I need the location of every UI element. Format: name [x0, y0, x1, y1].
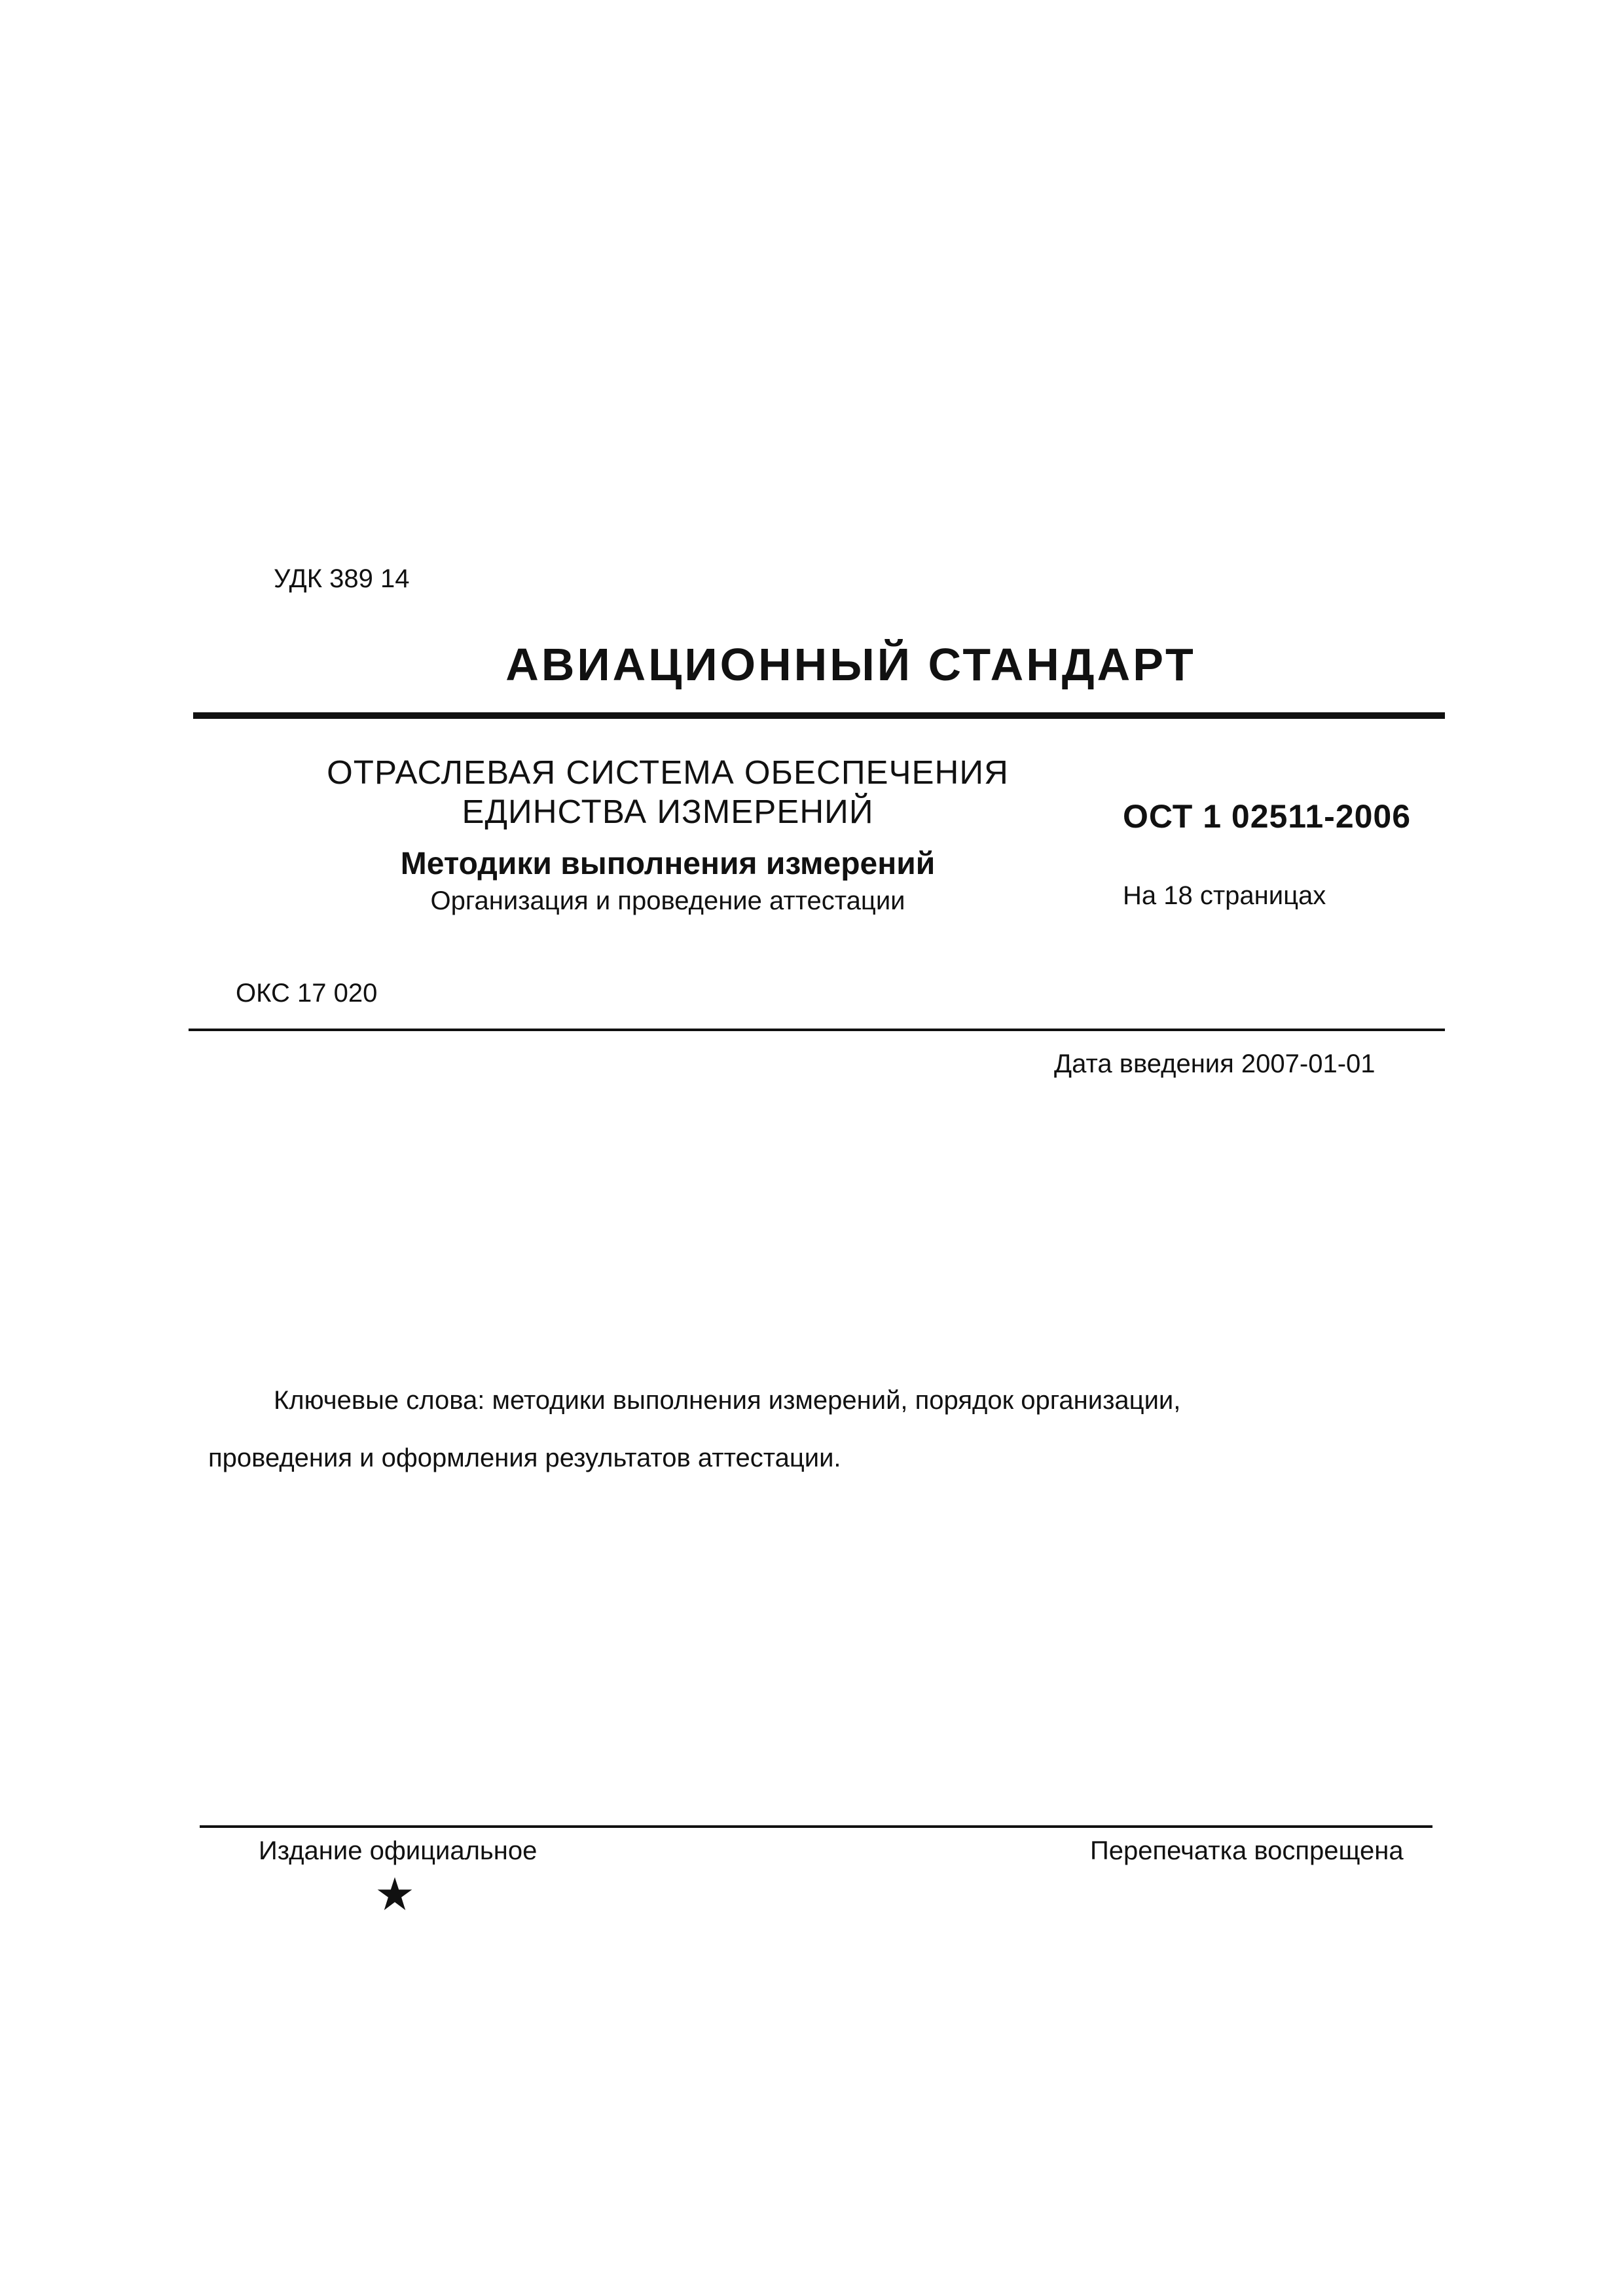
introduction-date: Дата введения 2007-01-01	[1054, 1049, 1376, 1078]
title-divider	[193, 712, 1445, 719]
footer-divider	[200, 1825, 1432, 1828]
standard-designation: ОСТ 1 02511-2006	[1123, 798, 1412, 835]
document-title: АВИАЦИОННЫЙ СТАНДАРТ	[505, 639, 1196, 690]
edition-label: Издание официальное	[259, 1836, 538, 1865]
methods-subtitle: Организация и проведение аттестации	[430, 886, 905, 915]
standard-heading-block	[249, 753, 1087, 918]
oks-code: ОКС 17 020	[236, 979, 378, 1008]
page-count: На 18 страницах	[1123, 881, 1326, 910]
keywords-paragraph: Ключевые слова: методики выполнения измерений, порядок организации, проведения и оформления результатов аттестации.	[208, 1386, 1181, 1472]
reprint-notice: Перепечатка воспрещена	[1090, 1836, 1404, 1865]
system-title: ОТРАСЛЕВАЯ СИСТЕМА ОБЕСПЕЧЕНИЯ ЕДИНСТВА ИЗМЕРЕНИЙ	[327, 754, 1009, 830]
methods-title: Методики выполнения измерений	[400, 847, 936, 881]
star-icon	[376, 1876, 413, 1912]
oks-divider	[189, 1029, 1445, 1031]
udk-code: УДК 389 14	[274, 564, 410, 593]
